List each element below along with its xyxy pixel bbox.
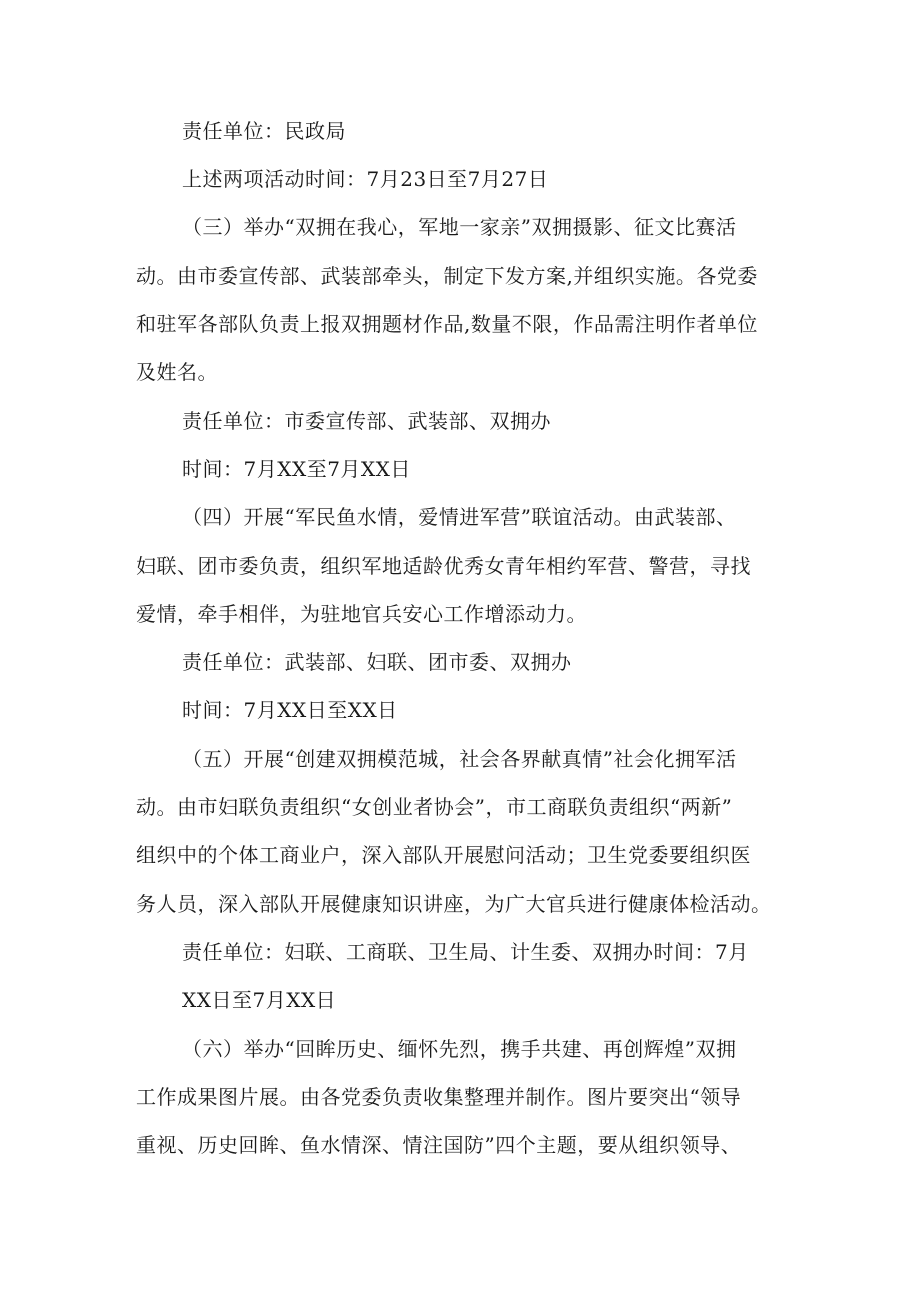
text-line: 重视、历史回眸、鱼水情深、情注国防”四个主题，要从组织领导、 xyxy=(136,1133,742,1157)
text-line: XX日至7月XX日 xyxy=(182,988,337,1012)
text-line: （五）开展“创建双拥模范城，社会各界献真情”社会化拥军活 xyxy=(182,747,737,771)
text-line: 及姓名。 xyxy=(136,360,218,384)
text-line: 时间：7月XX至7月XX日 xyxy=(182,457,411,481)
text-line: 上述两项活动时间：7月23日至7月27日 xyxy=(182,167,549,191)
text-line: 务人员，深入部队开展健康知识讲座，为广大官兵进行健康体检活动。 xyxy=(136,892,772,916)
text-line: 工作成果图片展。由各党委负责收集整理并制作。图片要突出“领导 xyxy=(136,1085,742,1109)
text-line: 组织中的个体工商业户，深入部队开展慰问活动；卫生党委要组织医 xyxy=(136,843,751,867)
text-line: 责任单位：民政局 xyxy=(182,119,346,143)
text-line: （三）举办“双拥在我心，军地一家亲”双拥摄影、征文比赛活 xyxy=(182,215,737,239)
text-line: 和驻军各部队负责上报双拥题材作品,数量不限，作品需注明作者单位 xyxy=(136,312,758,336)
text-line: （四）开展“军民鱼水情，爱情进军营”联谊活动。由武装部、 xyxy=(182,505,737,529)
text-line: 妇联、团市委负责，组织军地适龄优秀女青年相约军营、警营，寻找 xyxy=(136,554,751,578)
text-line: 责任单位：市委宣传部、武装部、双拥办 xyxy=(182,409,551,433)
text-line: 责任单位：妇联、工商联、卫生局、计生委、双拥办时间：7月 xyxy=(182,940,749,964)
text-line: 责任单位：武装部、妇联、团市委、双拥办 xyxy=(182,650,572,674)
text-line: 动。由市委宣传部、武装部牵头，制定下发方案,并组织实施。各党委 xyxy=(136,264,758,288)
text-line: 动。由市妇联负责组织“女创业者协会”，市工商联负责组织“两新” xyxy=(136,795,733,819)
text-line: （六）举办“回眸历史、缅怀先烈，携手共建、再创辉煌”双拥 xyxy=(182,1037,737,1061)
text-line: 爱情，牵手相伴，为驻地官兵安心工作增添动力。 xyxy=(136,602,587,626)
text-line: 时间：7月XX日至XX日 xyxy=(182,698,398,722)
